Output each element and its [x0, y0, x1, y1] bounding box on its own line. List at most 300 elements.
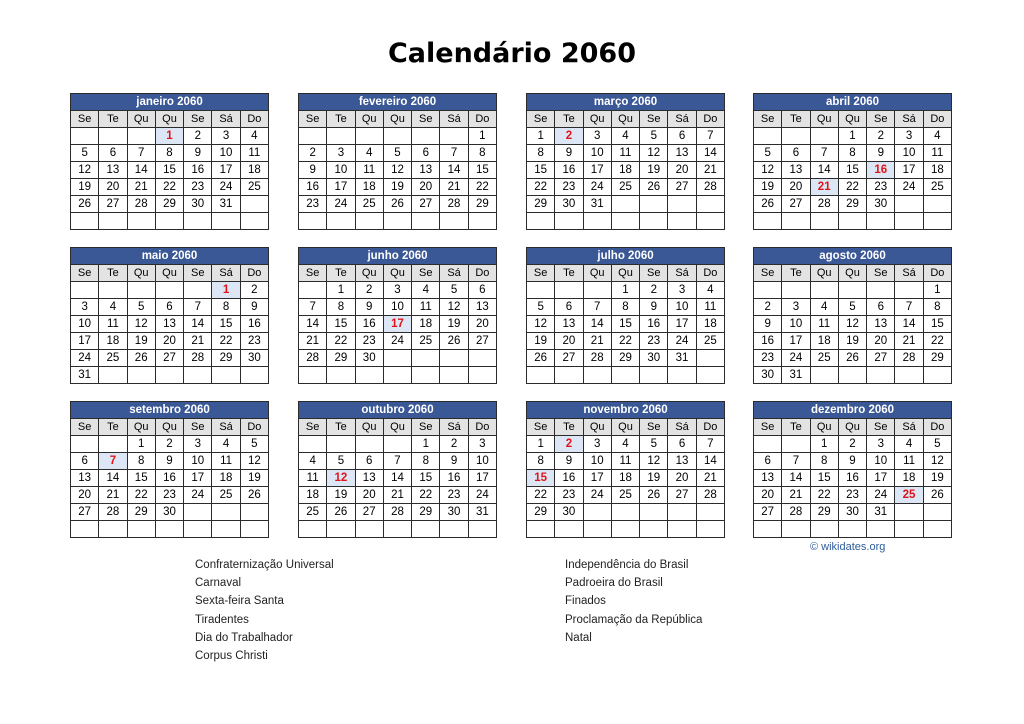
day-cell: 22 — [810, 487, 838, 504]
month-calendar — [298, 93, 497, 230]
day-cell: 27 — [668, 487, 696, 504]
empty-day-cell — [355, 367, 383, 384]
day-cell: 30 — [440, 504, 468, 521]
day-cell: 11 — [99, 316, 127, 333]
day-cell: 27 — [155, 350, 183, 367]
weekday-header: Qu — [155, 265, 183, 282]
day-cell: 1 — [468, 128, 496, 145]
holiday-name: Sexta-feira Santa — [195, 595, 284, 608]
empty-day-cell — [71, 213, 99, 230]
weekday-header: Qu — [383, 265, 411, 282]
day-cell: 10 — [583, 145, 611, 162]
day-cell: 19 — [640, 162, 668, 179]
credit-link[interactable]: © wikidates.org — [810, 541, 886, 553]
day-cell: 12 — [240, 453, 268, 470]
day-cell: 26 — [923, 487, 951, 504]
day-cell: 29 — [412, 504, 440, 521]
month-title: julho 2060 — [527, 248, 725, 265]
day-cell: 20 — [355, 487, 383, 504]
day-cell: 10 — [212, 145, 240, 162]
day-cell: 25 — [412, 333, 440, 350]
empty-day-cell — [127, 282, 155, 299]
weekday-header: Do — [696, 265, 724, 282]
day-cell: 4 — [99, 299, 127, 316]
empty-day-cell — [383, 521, 411, 538]
empty-day-cell — [640, 521, 668, 538]
day-cell: 26 — [440, 333, 468, 350]
day-cell: 31 — [71, 367, 99, 384]
empty-day-cell — [555, 213, 583, 230]
day-cell: 19 — [127, 333, 155, 350]
empty-day-cell — [668, 213, 696, 230]
day-cell: 8 — [212, 299, 240, 316]
day-cell: 27 — [99, 196, 127, 213]
day-cell: 14 — [127, 162, 155, 179]
day-cell: 27 — [668, 179, 696, 196]
day-cell: 28 — [383, 504, 411, 521]
empty-day-cell — [71, 436, 99, 453]
day-cell: 27 — [412, 196, 440, 213]
empty-day-cell — [155, 521, 183, 538]
empty-day-cell — [895, 504, 923, 521]
weekday-header: Qu — [810, 419, 838, 436]
empty-day-cell — [383, 367, 411, 384]
day-cell: 5 — [640, 436, 668, 453]
day-cell: 15 — [412, 470, 440, 487]
weekday-header: Qu — [583, 265, 611, 282]
empty-day-cell — [327, 367, 355, 384]
day-cell: 29 — [468, 196, 496, 213]
empty-day-cell — [782, 282, 810, 299]
holiday-name: Confraternização Universal — [195, 559, 334, 571]
empty-day-cell — [810, 521, 838, 538]
month-title: fevereiro 2060 — [299, 94, 497, 111]
day-cell: 11 — [611, 145, 639, 162]
empty-day-cell — [440, 128, 468, 145]
day-cell: 24 — [468, 487, 496, 504]
holiday-name: Natal — [565, 631, 592, 644]
empty-day-cell — [383, 436, 411, 453]
day-cell: 14 — [810, 162, 838, 179]
day-cell: 31 — [212, 196, 240, 213]
weekday-header: Se — [527, 419, 555, 436]
empty-day-cell — [71, 521, 99, 538]
day-cell: 24 — [327, 196, 355, 213]
empty-day-cell — [640, 196, 668, 213]
day-cell: 21 — [184, 333, 212, 350]
empty-day-cell — [440, 350, 468, 367]
day-cell: 24 — [71, 350, 99, 367]
day-cell: 25 — [212, 487, 240, 504]
day-cell: 20 — [754, 487, 782, 504]
day-cell: 9 — [355, 299, 383, 316]
day-cell: 29 — [155, 196, 183, 213]
empty-day-cell — [611, 521, 639, 538]
empty-day-cell — [838, 213, 866, 230]
day-cell: 5 — [640, 128, 668, 145]
day-cell: 26 — [383, 196, 411, 213]
month-title: maio 2060 — [71, 248, 269, 265]
day-cell: 25 — [611, 179, 639, 196]
day-cell: 22 — [327, 333, 355, 350]
day-cell: 8 — [412, 453, 440, 470]
month-title: junho 2060 — [299, 248, 497, 265]
empty-day-cell — [895, 282, 923, 299]
weekday-header: Se — [527, 265, 555, 282]
day-cell: 16 — [754, 333, 782, 350]
day-cell: 31 — [782, 367, 810, 384]
day-cell: 8 — [327, 299, 355, 316]
day-cell: 25 — [299, 504, 327, 521]
month-title: novembro 2060 — [527, 402, 725, 419]
day-cell: 29 — [923, 350, 951, 367]
empty-day-cell — [412, 367, 440, 384]
day-cell: 4 — [923, 128, 951, 145]
day-cell: 9 — [240, 299, 268, 316]
weekday-header: Se — [640, 111, 668, 128]
empty-day-cell — [696, 521, 724, 538]
day-cell: 23 — [355, 333, 383, 350]
day-cell: 2 — [838, 436, 866, 453]
day-cell: 9 — [555, 453, 583, 470]
weekday-header: Sá — [895, 111, 923, 128]
day-cell: 9 — [440, 453, 468, 470]
day-cell: 10 — [468, 453, 496, 470]
day-cell: 13 — [99, 162, 127, 179]
day-cell: 21 — [127, 179, 155, 196]
month-calendar — [526, 401, 725, 538]
day-cell: 12 — [71, 162, 99, 179]
day-cell: 23 — [440, 487, 468, 504]
day-cell: 14 — [99, 470, 127, 487]
day-cell: 18 — [810, 333, 838, 350]
day-cell: 25 — [99, 350, 127, 367]
weekday-header: Se — [754, 111, 782, 128]
weekday-header: Se — [754, 265, 782, 282]
empty-day-cell — [895, 367, 923, 384]
empty-day-cell — [299, 436, 327, 453]
empty-day-cell — [668, 521, 696, 538]
day-cell: 12 — [640, 453, 668, 470]
day-cell: 10 — [583, 453, 611, 470]
day-cell: 15 — [838, 162, 866, 179]
day-cell: 15 — [212, 316, 240, 333]
day-cell: 6 — [155, 299, 183, 316]
weekday-header: Se — [299, 419, 327, 436]
day-cell: 17 — [468, 470, 496, 487]
weekday-header: Do — [923, 419, 951, 436]
month-calendar — [298, 401, 497, 538]
empty-day-cell — [127, 521, 155, 538]
day-cell: 28 — [99, 504, 127, 521]
empty-day-cell — [99, 521, 127, 538]
empty-day-cell — [583, 367, 611, 384]
day-cell: 31 — [583, 196, 611, 213]
weekday-header: Sá — [212, 419, 240, 436]
day-cell: 23 — [240, 333, 268, 350]
day-cell: 3 — [327, 145, 355, 162]
weekday-header: Se — [71, 419, 99, 436]
day-cell: 16 — [440, 470, 468, 487]
month-title: dezembro 2060 — [754, 402, 952, 419]
day-cell: 8 — [468, 145, 496, 162]
empty-day-cell — [923, 213, 951, 230]
empty-day-cell — [355, 436, 383, 453]
weekday-header: Sá — [668, 265, 696, 282]
day-cell: 27 — [555, 350, 583, 367]
empty-day-cell — [240, 367, 268, 384]
holiday-day-cell: 17 — [383, 316, 411, 333]
day-cell: 19 — [754, 179, 782, 196]
day-cell: 19 — [383, 179, 411, 196]
month-calendar — [753, 93, 952, 230]
day-cell: 30 — [555, 196, 583, 213]
day-cell: 23 — [640, 333, 668, 350]
day-cell: 14 — [696, 145, 724, 162]
empty-day-cell — [99, 282, 127, 299]
weekday-header: Qu — [127, 265, 155, 282]
empty-day-cell — [184, 521, 212, 538]
day-cell: 16 — [240, 316, 268, 333]
weekday-header: Qu — [383, 111, 411, 128]
day-cell: 13 — [468, 299, 496, 316]
day-cell: 15 — [611, 316, 639, 333]
day-cell: 20 — [782, 179, 810, 196]
day-cell: 28 — [696, 487, 724, 504]
day-cell: 15 — [127, 470, 155, 487]
empty-day-cell — [155, 367, 183, 384]
day-cell: 11 — [810, 316, 838, 333]
day-cell: 23 — [184, 179, 212, 196]
day-cell: 4 — [240, 128, 268, 145]
weekday-header: Do — [923, 265, 951, 282]
weekday-header: Te — [327, 265, 355, 282]
day-cell: 24 — [184, 487, 212, 504]
weekday-header: Te — [555, 111, 583, 128]
day-cell: 21 — [782, 487, 810, 504]
weekday-header: Se — [71, 265, 99, 282]
day-cell: 5 — [240, 436, 268, 453]
month-calendar — [753, 247, 952, 384]
holiday-name: Tiradentes — [195, 613, 249, 626]
empty-day-cell — [867, 367, 895, 384]
day-cell: 25 — [810, 350, 838, 367]
empty-day-cell — [668, 504, 696, 521]
day-cell: 19 — [838, 333, 866, 350]
day-cell: 25 — [611, 487, 639, 504]
weekday-header: Do — [696, 111, 724, 128]
day-cell: 28 — [127, 196, 155, 213]
holiday-name: Independência do Brasil — [565, 559, 689, 571]
empty-day-cell — [867, 282, 895, 299]
weekday-header: Sá — [212, 265, 240, 282]
day-cell: 18 — [212, 470, 240, 487]
empty-day-cell — [99, 436, 127, 453]
day-cell: 7 — [383, 453, 411, 470]
empty-day-cell — [99, 128, 127, 145]
weekday-header: Qu — [611, 265, 639, 282]
weekday-header: Do — [240, 419, 268, 436]
weekday-header: Do — [240, 111, 268, 128]
day-cell: 11 — [240, 145, 268, 162]
empty-day-cell — [555, 367, 583, 384]
day-cell: 1 — [327, 282, 355, 299]
day-cell: 17 — [782, 333, 810, 350]
weekday-header: Qu — [127, 419, 155, 436]
empty-day-cell — [611, 213, 639, 230]
empty-day-cell — [468, 350, 496, 367]
day-cell: 3 — [782, 299, 810, 316]
day-cell: 22 — [527, 487, 555, 504]
day-cell: 29 — [527, 504, 555, 521]
day-cell: 14 — [696, 453, 724, 470]
empty-day-cell — [71, 282, 99, 299]
day-cell: 21 — [99, 487, 127, 504]
day-cell: 5 — [527, 299, 555, 316]
day-cell: 18 — [299, 487, 327, 504]
weekday-header: Qu — [155, 419, 183, 436]
day-cell: 15 — [923, 316, 951, 333]
day-cell: 22 — [412, 487, 440, 504]
month-calendar — [70, 93, 269, 230]
empty-day-cell — [696, 350, 724, 367]
weekday-header: Qu — [127, 111, 155, 128]
weekday-header: Do — [468, 111, 496, 128]
day-cell: 29 — [127, 504, 155, 521]
day-cell: 4 — [895, 436, 923, 453]
empty-day-cell — [583, 521, 611, 538]
month-title: agosto 2060 — [754, 248, 952, 265]
day-cell: 18 — [696, 316, 724, 333]
empty-day-cell — [184, 213, 212, 230]
day-cell: 2 — [355, 282, 383, 299]
day-cell: 30 — [754, 367, 782, 384]
day-cell: 11 — [611, 453, 639, 470]
month-calendar — [753, 401, 952, 538]
empty-day-cell — [782, 128, 810, 145]
day-cell: 5 — [71, 145, 99, 162]
day-cell: 2 — [240, 282, 268, 299]
day-cell: 25 — [240, 179, 268, 196]
day-cell: 22 — [838, 179, 866, 196]
empty-day-cell — [640, 367, 668, 384]
empty-day-cell — [383, 128, 411, 145]
day-cell: 17 — [668, 316, 696, 333]
day-cell: 10 — [327, 162, 355, 179]
holiday-day-cell: 1 — [212, 282, 240, 299]
day-cell: 22 — [127, 487, 155, 504]
day-cell: 1 — [838, 128, 866, 145]
empty-day-cell — [299, 128, 327, 145]
day-cell: 26 — [754, 196, 782, 213]
day-cell: 30 — [240, 350, 268, 367]
weekday-header: Do — [240, 265, 268, 282]
day-cell: 16 — [640, 316, 668, 333]
day-cell: 22 — [923, 333, 951, 350]
day-cell: 28 — [440, 196, 468, 213]
day-cell: 30 — [155, 504, 183, 521]
day-cell: 23 — [838, 487, 866, 504]
day-cell: 19 — [71, 179, 99, 196]
day-cell: 26 — [640, 179, 668, 196]
day-cell: 23 — [555, 179, 583, 196]
day-cell: 14 — [184, 316, 212, 333]
day-cell: 4 — [412, 282, 440, 299]
empty-day-cell — [527, 213, 555, 230]
day-cell: 30 — [867, 196, 895, 213]
day-cell: 24 — [212, 179, 240, 196]
day-cell: 2 — [754, 299, 782, 316]
day-cell: 17 — [895, 162, 923, 179]
day-cell: 12 — [127, 316, 155, 333]
empty-day-cell — [127, 128, 155, 145]
day-cell: 30 — [555, 504, 583, 521]
day-cell: 21 — [583, 333, 611, 350]
day-cell: 13 — [668, 145, 696, 162]
day-cell: 19 — [923, 470, 951, 487]
day-cell: 6 — [355, 453, 383, 470]
month-calendar — [526, 247, 725, 384]
weekday-header: Te — [555, 419, 583, 436]
day-cell: 6 — [99, 145, 127, 162]
empty-day-cell — [468, 367, 496, 384]
day-cell: 28 — [895, 350, 923, 367]
empty-day-cell — [583, 213, 611, 230]
day-cell: 3 — [184, 436, 212, 453]
day-cell: 10 — [895, 145, 923, 162]
day-cell: 4 — [810, 299, 838, 316]
empty-day-cell — [555, 521, 583, 538]
day-cell: 7 — [810, 145, 838, 162]
day-cell: 20 — [99, 179, 127, 196]
day-cell: 15 — [810, 470, 838, 487]
empty-day-cell — [240, 196, 268, 213]
weekday-header: Qu — [155, 111, 183, 128]
day-cell: 12 — [383, 162, 411, 179]
holiday-name: Finados — [565, 595, 606, 608]
empty-day-cell — [810, 282, 838, 299]
day-cell: 18 — [99, 333, 127, 350]
day-cell: 30 — [640, 350, 668, 367]
day-cell: 14 — [383, 470, 411, 487]
day-cell: 14 — [440, 162, 468, 179]
day-cell: 24 — [867, 487, 895, 504]
day-cell: 13 — [754, 470, 782, 487]
day-cell: 14 — [583, 316, 611, 333]
day-cell: 30 — [355, 350, 383, 367]
day-cell: 10 — [71, 316, 99, 333]
empty-day-cell — [895, 196, 923, 213]
day-cell: 13 — [71, 470, 99, 487]
weekday-header: Qu — [810, 265, 838, 282]
day-cell: 26 — [838, 350, 866, 367]
weekday-header: Te — [555, 265, 583, 282]
day-cell: 7 — [184, 299, 212, 316]
empty-day-cell — [412, 350, 440, 367]
weekday-header: Te — [99, 265, 127, 282]
day-cell: 22 — [155, 179, 183, 196]
day-cell: 20 — [668, 470, 696, 487]
day-cell: 19 — [440, 316, 468, 333]
day-cell: 29 — [327, 350, 355, 367]
day-cell: 23 — [754, 350, 782, 367]
day-cell: 26 — [127, 350, 155, 367]
empty-day-cell — [527, 521, 555, 538]
empty-day-cell — [782, 436, 810, 453]
empty-day-cell — [838, 521, 866, 538]
weekday-header: Do — [696, 419, 724, 436]
day-cell: 9 — [555, 145, 583, 162]
